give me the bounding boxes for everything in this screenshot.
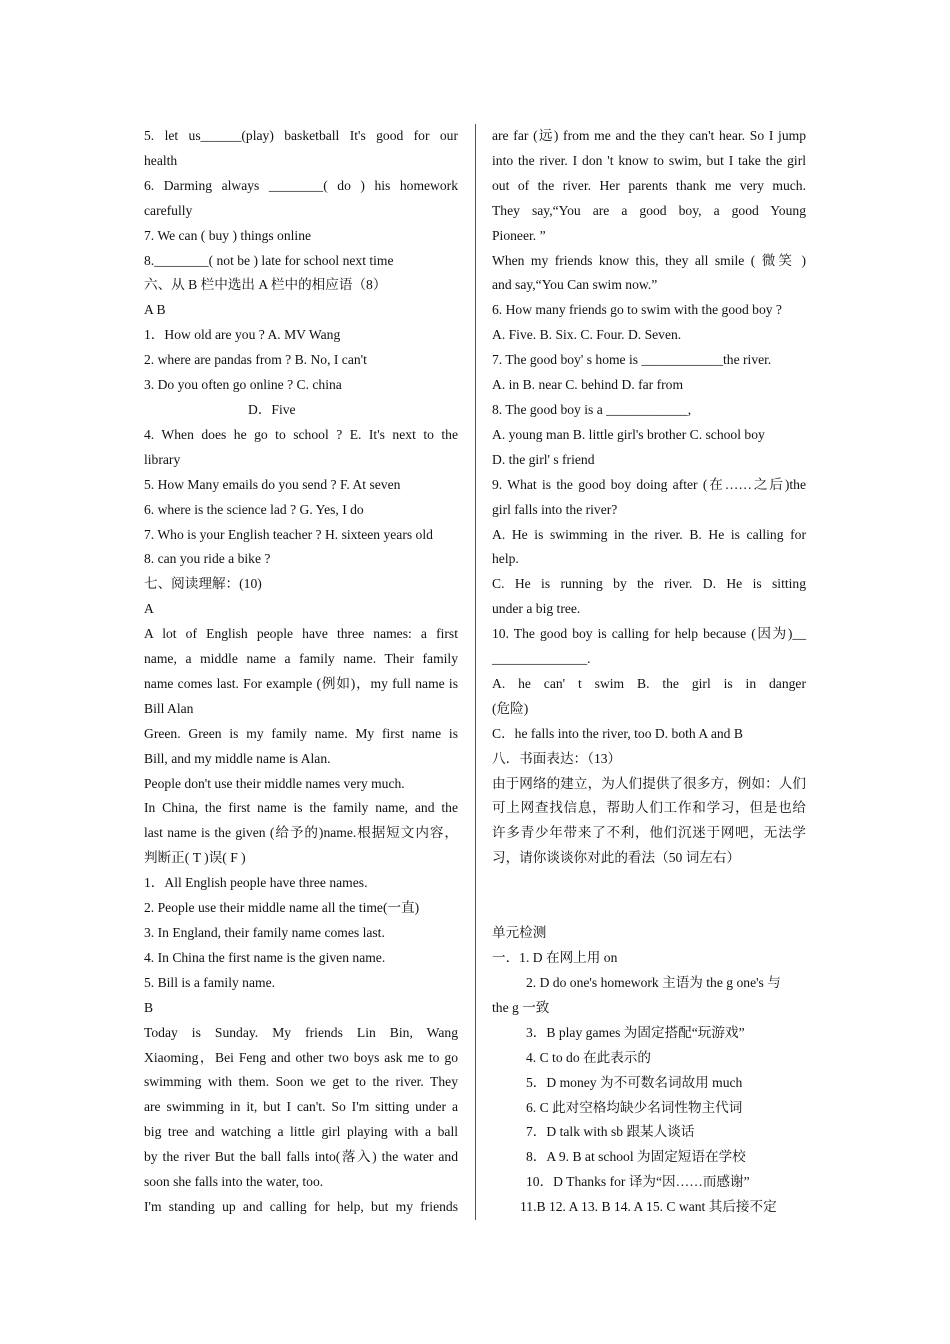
left-column-line: 5. let us______(play) basketball It's good for our — [144, 128, 458, 143]
right-column-line: A. he can' t swim B. the girl is in danger — [492, 675, 806, 691]
left-column-line: 七、阅读理解：(10) — [144, 576, 262, 592]
left-column-line: 6. Darming always ________( do ) his homework — [144, 177, 458, 193]
left-column-line: 判断正( T )误( F ) — [144, 850, 246, 866]
left-column-line: 8.________( not be ) late for school next time — [144, 252, 394, 268]
right-column-line: 一．1. D 在网上用 on — [492, 950, 618, 966]
right-column-line: 许多青少年带来了不利，他们沉迷于网吧，无法学 — [492, 825, 806, 841]
right-column-line: 6. How many friends go to swim with the good boy ? — [492, 302, 782, 318]
left-column-line: 6. where is the science lad ? G. Yes, I do — [144, 501, 364, 517]
right-column-line: 单元检测 — [492, 925, 547, 941]
left-column-line: 4. In China the first name is the given name. — [144, 949, 386, 965]
left-column-line: Bill Alan — [144, 700, 194, 716]
right-column — [492, 124, 806, 1220]
left-column-line: Green. Green is my family name. My first name is — [144, 725, 458, 741]
right-column-line: 可上网查找信息，帮助人们工作和学习，但是也给 — [492, 800, 806, 816]
right-column-line: 4. C to do 在此表示的 — [526, 1049, 651, 1065]
right-column-line: A. He is swimming in the river. B. He is calling for — [492, 526, 806, 542]
right-column-line: 八．书面表达：（13） — [492, 750, 622, 766]
left-column-line: soon she falls into the water, too. — [144, 1174, 324, 1190]
left-column-line: 5. How Many emails do you send ? F. At seven — [144, 476, 401, 492]
right-column-line: 5．D money 为不可数名词故用 much — [526, 1074, 743, 1090]
right-column-line: When my friends know this, they all smile ( 微笑 ) — [492, 252, 806, 268]
left-column-line: A — [144, 601, 154, 617]
right-column-line: C. He is running by the river. D. He is sitting — [492, 576, 806, 592]
right-column-line: and say,“You Can swim now.” — [492, 277, 658, 293]
left-column-line: Xiaoming，Bei Feng and other two boys ask me to go — [144, 1049, 458, 1065]
right-column-line: under a big tree. — [492, 601, 581, 617]
left-column-line: name comes last. For example (例如)，my full name is — [144, 675, 458, 691]
right-column-line: 由于网络的建立，为人们提供了很多方，例如：人们 — [492, 775, 806, 791]
right-column-line: C．he falls into the river, too D. both A and B — [492, 725, 743, 741]
left-column-line: I'm standing up and calling for help, but my friends — [144, 1198, 458, 1214]
right-column-line: 9. What is the good boy doing after (在……之后)the — [492, 476, 806, 492]
right-column-line: 7．D talk with sb 跟某人谈话 — [526, 1124, 695, 1140]
right-column-line: 8. The good boy is a ____________, — [492, 401, 692, 417]
left-column-line: big tree and watching a little girl playing with a ball — [144, 1124, 458, 1140]
right-column-line: girl falls into the river? — [492, 501, 618, 517]
left-column-line: Bill, and my middle name is Alan. — [144, 750, 331, 766]
left-column-line: A B — [144, 302, 166, 318]
right-column-line: out of the river. Her parents thank me very much. — [492, 177, 806, 193]
right-column-line: (危险) — [492, 700, 529, 716]
right-column-line: Pioneer. ” — [492, 227, 546, 243]
left-column-line: swimming with them. Soon we get to the river. They — [144, 1074, 458, 1090]
right-column-line: 7. The good boy' s home is ____________the river. — [492, 352, 772, 368]
left-column-line: 8. can you ride a bike ? — [144, 551, 271, 567]
right-column-line: D. the girl' s friend — [492, 451, 595, 467]
column-divider — [475, 124, 476, 1220]
left-column-line: last name is the given (给予的)name.根据短文内容， — [144, 825, 458, 841]
left-column-line: library — [144, 451, 181, 467]
left-column-line: 3. Do you often go online ? C. china — [144, 377, 342, 393]
right-column-line: help. — [492, 551, 519, 567]
left-column-line: 1．All English people have three names. — [144, 875, 368, 891]
left-column-line: B — [144, 999, 154, 1015]
right-column-line: 6. C 此对空格均缺少名词性物主代词 — [526, 1099, 743, 1115]
right-column-line: the g 一致 — [492, 999, 550, 1015]
left-column-line: Today is Sunday. My friends Lin Bin, Wang — [144, 1024, 458, 1040]
right-column-line — [492, 871, 806, 921]
right-column-line: are far (远) from me and the they can't hear. So I jump — [492, 128, 806, 143]
right-column-line: A. in B. near C. behind D. far from — [492, 377, 684, 393]
right-column-line: 2. D do one's homework 主语为 the g one's 与 — [526, 975, 781, 990]
left-column-line: 7. We can ( buy ) things online — [144, 227, 312, 243]
right-column-line: 3．B play games 为固定搭配“玩游戏” — [526, 1024, 745, 1040]
left-column-line: by the river But the ball falls into(落入) the water and — [144, 1149, 458, 1165]
left-column-line: are swimming in it, but I can't. So I'm sitting under a — [144, 1099, 458, 1115]
left-column-line: 1．How old are you ? A. MV Wang — [144, 327, 341, 343]
left-column-line: carefully — [144, 202, 193, 218]
left-column-line: A lot of English people have three names: a first — [144, 626, 458, 642]
left-column-line: name, a middle name a family name. Their family — [144, 651, 458, 667]
right-column-line: 8．A 9. B at school 为固定短语在学校 — [526, 1149, 746, 1165]
left-column-line: 2. where are pandas from ? B. No, I can't — [144, 352, 367, 368]
right-column-line: ______________. — [492, 651, 591, 667]
right-column-line: into the river. I don 't know to swim, but I take the girl — [492, 152, 806, 168]
left-column-line: 六、从 B 栏中选出 A 栏中的相应语（8） — [144, 277, 387, 293]
right-column-line: A. young man B. little girl's brother C. school boy — [492, 426, 765, 442]
left-column-line: 7. Who is your English teacher ? H. sixteen years old — [144, 526, 433, 542]
left-column-line: health — [144, 152, 178, 168]
left-column-line: People don't use their middle names very much. — [144, 775, 405, 791]
right-column-line: 11.B 12. A 13. B 14. A 15. C want 其后接不定 — [520, 1199, 777, 1215]
right-column-line: A. Five. B. Six. C. Four. D. Seven. — [492, 327, 682, 343]
right-column-line: 习，请你谈谈你对此的看法（50 词左右） — [492, 850, 741, 866]
right-column-line: 10. The good boy is calling for help because (因为)__ — [492, 626, 806, 642]
left-column-line: In China, the first name is the family name, and the — [144, 800, 458, 816]
left-column-line: D．Five — [248, 401, 296, 417]
left-column-line: 3. In England, their family name comes last. — [144, 925, 385, 940]
right-column-line: They say,“You are a good boy, a good Young — [492, 202, 806, 218]
right-column-line: 10．D Thanks for 译为“因……而感谢” — [526, 1174, 750, 1190]
left-column — [144, 124, 458, 1220]
left-column-line: 4. When does he go to school ? E. It's next to the — [144, 426, 458, 442]
left-column-line: 2. People use their middle name all the time(一直) — [144, 900, 420, 916]
left-column-line: 5. Bill is a family name. — [144, 974, 276, 990]
